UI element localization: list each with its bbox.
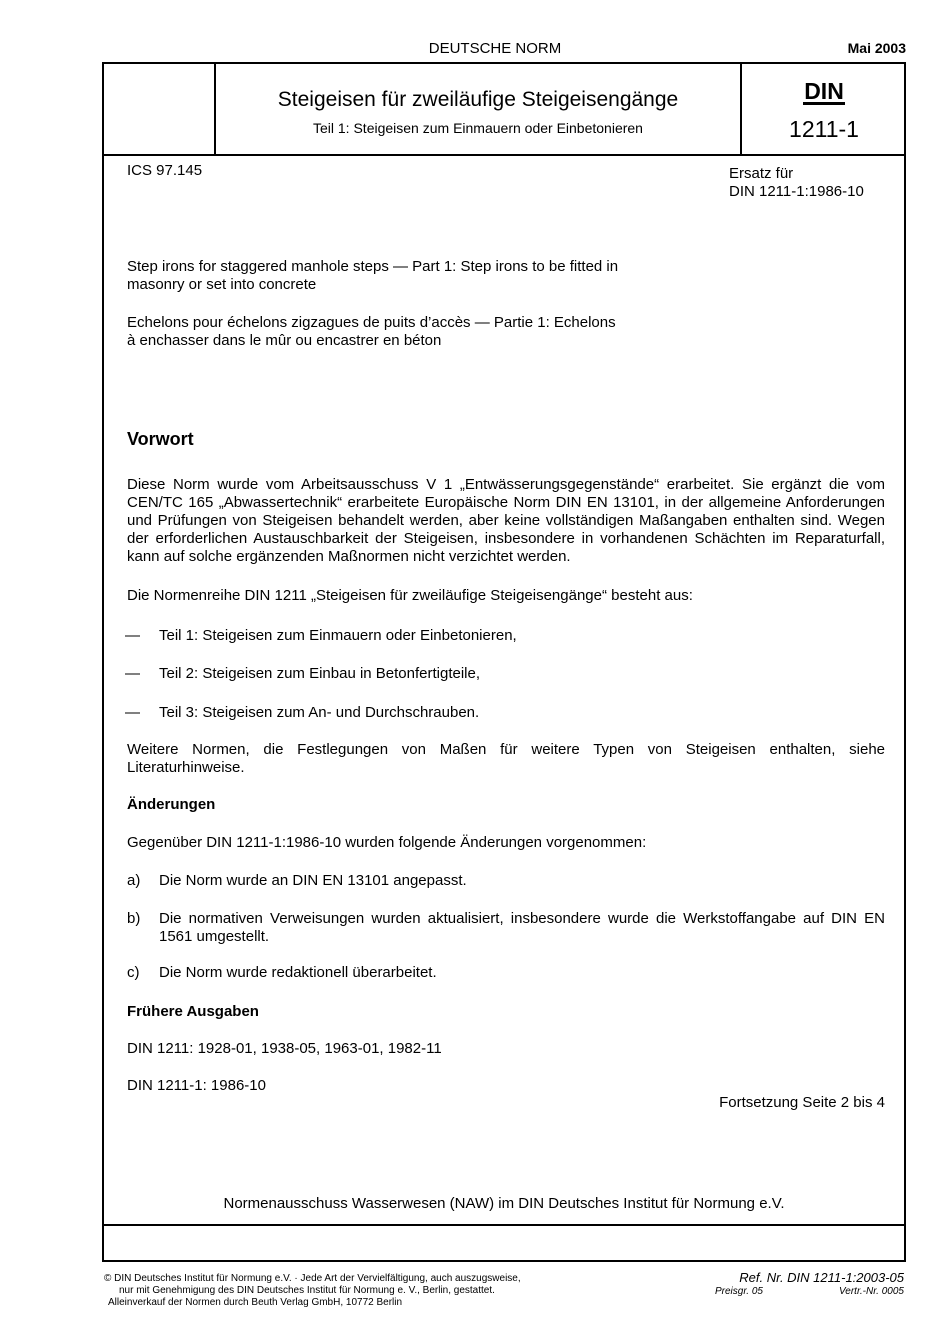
ics-code: ICS 97.145	[127, 162, 203, 179]
copyright-line2: nur mit Genehmigung des DIN Deutsches Institut für Normung e. V., Berlin, gestattet.	[119, 1285, 495, 1296]
change-marker-c: c)	[127, 964, 140, 981]
foreword-heading: Vorwort	[127, 429, 194, 449]
french-title-line2: à enchasser dans le mûr ou encastrer en béton	[127, 332, 442, 349]
copyright-line3: Alleinverkauf der Normen durch Beuth Verlag GmbH, 10772 Berlin	[108, 1297, 403, 1308]
list-dash: —	[125, 665, 140, 682]
document-subtitle: Teil 1: Steigeisen zum Einmauern oder Einbetonieren	[313, 120, 643, 136]
part-list-item-3: Teil 3: Steigeisen zum An- und Durchschrauben.	[159, 704, 480, 721]
document-title: Steigeisen für zweiläufige Steigeisengänge	[277, 88, 679, 111]
title-block	[104, 64, 904, 156]
document-number: 1211-1	[789, 116, 859, 142]
change-marker-b: b)	[127, 910, 141, 927]
norm-type: DEUTSCHE NORM	[428, 40, 562, 57]
continuation-note: Fortsetzung Seite 2 bis 4	[719, 1094, 885, 1111]
earlier-editions-heading: Frühere Ausgaben	[127, 1003, 259, 1020]
footer-divider	[104, 1224, 904, 1226]
din-logo	[742, 78, 906, 105]
part-list-item-2: Teil 2: Steigeisen zum Einbau in Betonfertigteile,	[159, 665, 481, 682]
list-dash: —	[125, 627, 140, 644]
change-item-a: Die Norm wurde an DIN EN 13101 angepasst.	[159, 872, 467, 889]
issue-date: Mai 2003	[847, 40, 906, 56]
english-title-line1: Step irons for staggered manhole steps — Part 1: Step irons to be fitted in	[127, 258, 619, 275]
changes-intro: Gegenüber DIN 1211-1:1986-10 wurden folgende Änderungen vorgenommen:	[127, 834, 647, 851]
earlier-editions-line2: DIN 1211-1: 1986-10	[127, 1077, 266, 1094]
price-group: Preisgr. 05	[715, 1286, 763, 1297]
foreword-paragraph-3: Weitere Normen, die Festlegungen von Maßen für weitere Typen von Steigeisen enthalten, siehe Literaturhinweise.	[127, 741, 885, 776]
replacement-reference: DIN 1211-1:1986-10	[729, 183, 864, 200]
part-list-item-1: Teil 1: Steigeisen zum Einmauern oder Einbetonieren,	[159, 627, 517, 644]
foreword-paragraph-1: Diese Norm wurde vom Arbeitsausschuss V 1 „Entwässerungsgegenstände“ erarbeitet. Sie ergänzt die vom CEN/TC 165 „Abwassertechnik“ erarbeitete Europäische Norm DIN EN 13101, in der allgemeine Anforderungen und Prüfungen von Steigeisen behandelt werden, aber keine vollständigen Maßangaben enthalten sind. Wegen der erforderlichen Austauschbarkeit der Steigeisen, insbesondere in vorhandenen Schächten im Reparaturfall, kann auf solche ergänzenden Maßnormen nicht verzichtet werden.	[127, 476, 885, 565]
english-title-line2: masonry or set into concrete	[127, 276, 317, 293]
committee-line: Normenausschuss Wasserwesen (NAW) im DIN Deutsches Institut für Normung e.V.	[223, 1195, 785, 1212]
copyright-line1: © DIN Deutsches Institut für Normung e.V. · Jede Art der Vervielfältigung, auch auszugsweise,	[104, 1273, 521, 1284]
replacement-label: Ersatz für	[729, 165, 794, 182]
change-item-b: Die normativen Verweisungen wurden aktualisiert, insbesondere wurde die Werkstoffangabe auf DIN EN 1561 umgestellt.	[159, 910, 885, 945]
foreword-paragraph-2: Die Normenreihe DIN 1211 „Steigeisen für zweiläufige Steigeisengänge“ besteht aus:	[127, 587, 693, 604]
change-marker-a: a)	[127, 872, 141, 889]
list-dash: —	[125, 704, 140, 721]
french-title-line1: Echelons pour échelons zigzagues de puits d’accès — Partie 1: Echelons	[127, 314, 616, 331]
distribution-number: Vertr.-Nr. 0005	[838, 1286, 904, 1297]
changes-heading: Änderungen	[127, 796, 216, 813]
reference-number: Ref. Nr. DIN 1211-1:2003-05	[739, 1270, 904, 1285]
earlier-editions-line1: DIN 1211: 1928-01, 1938-05, 1963-01, 1982-11	[127, 1040, 442, 1057]
change-item-c: Die Norm wurde redaktionell überarbeitet.	[159, 964, 437, 981]
din-logo-text: DIN	[804, 78, 844, 104]
